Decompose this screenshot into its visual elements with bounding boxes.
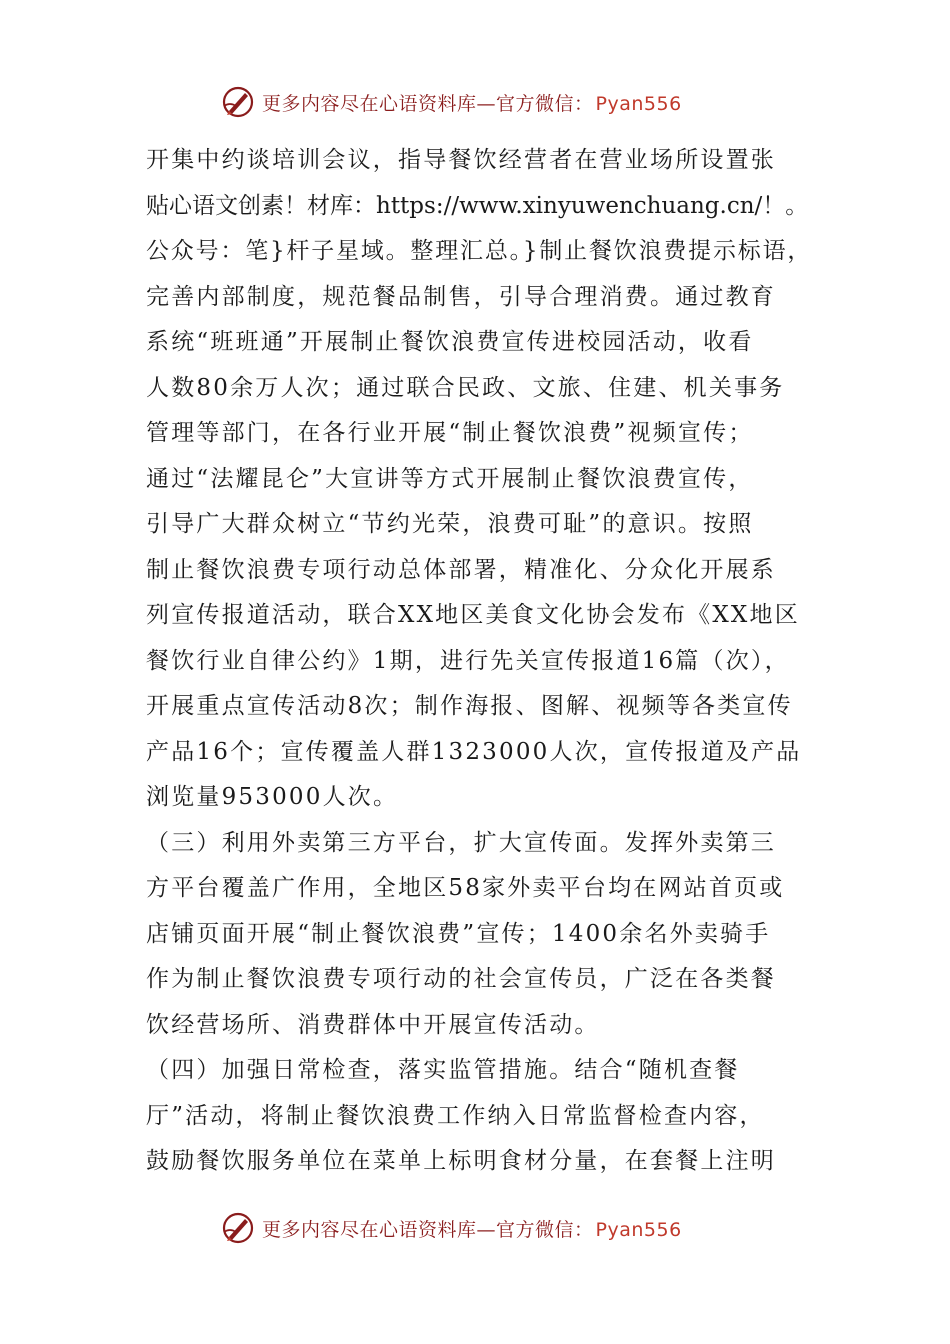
text-line: 管理等部门，在各行业开展“制止餐饮浪费”视频宣传； xyxy=(146,420,754,446)
pen-logo-icon xyxy=(220,84,256,120)
wechat-id: Pyan556 xyxy=(595,1218,682,1241)
text-line: 餐饮行业自律公约》1期，进行先关宣传报道16篇（次）， xyxy=(146,647,790,674)
text-line: 浏览量953000人次。 xyxy=(146,784,399,810)
header-banner xyxy=(220,82,740,122)
text-line: 制止餐饮浪费专项行动总体部署，精准化、分众化开展系 xyxy=(146,556,776,583)
text-line: 开集中约谈培训会议，指导餐饮经营者在营业场所设置张 xyxy=(146,147,776,173)
banner-text: 更多内容尽在心语资料库—官方微信： Pyan556 xyxy=(262,1218,682,1241)
text-line: 作为制止餐饮浪费专项行动的社会宣传员，广泛在各类餐 xyxy=(146,966,776,992)
text-line: （三）利用外卖第三方平台，扩大宣传面。发挥外卖第三 xyxy=(146,829,776,856)
text-line: （四）加强日常检查，落实监管措施。结合“随机查餐 xyxy=(146,1057,740,1083)
footer-banner xyxy=(220,1208,740,1248)
text-line: 鼓励餐饮服务单位在菜单上标明食材分量，在套餐上注明 xyxy=(146,1148,776,1174)
text-line: 方平台覆盖广作用，全地区58家外卖平台均在网站首页或 xyxy=(146,875,785,901)
text-line: 产品16个；宣传覆盖人群1323000人次，宣传报道及产品 xyxy=(146,738,802,765)
text-line: 开展重点宣传活动8次；制作海报、图解、视频等各类宣传 xyxy=(146,693,793,719)
wechat-id: Pyan556 xyxy=(595,92,682,115)
body-text xyxy=(146,138,814,1185)
text-line: 通过“法耀昆仑”大宣讲等方式开展制止餐饮浪费宣传， xyxy=(146,465,754,492)
text-line: 引导广大群众树立“节约光荣，浪费可耻”的意识。按照 xyxy=(146,511,754,537)
text-line: 店铺页面开展“制止餐饮浪费”宣传；1400余名外卖骑手 xyxy=(146,920,771,947)
text-line: 饮经营场所、消费群体中开展宣传活动。 xyxy=(146,1011,600,1038)
banner-text: 更多内容尽在心语资料库—官方微信： Pyan556 xyxy=(262,92,682,115)
text-line: 系统“班班通”开展制止餐饮浪费宣传进校园活动，收看 xyxy=(146,329,754,355)
text-line: 厅”活动，将制止餐饮浪费工作纳入日常监督检查内容， xyxy=(146,1102,765,1129)
text-line: 完善内部制度，规范餐品制售，引导合理消费。通过教育 xyxy=(146,283,776,310)
text-line: 人数80余万人次；通过联合民政、文旅、住建、机关事务 xyxy=(146,374,785,401)
pen-logo-icon xyxy=(220,1210,256,1246)
text-line: 贴心语文创素！材库：https://www.xinyuwenchuang.cn/！。 xyxy=(146,192,809,219)
text-line: 列宣传报道活动，联合XX地区美食文化协会发布《XX地区 xyxy=(146,602,800,628)
text-line: 公众号：笔}杆子星域。整理汇总。}制止餐饮浪费提示标语， xyxy=(146,238,813,264)
